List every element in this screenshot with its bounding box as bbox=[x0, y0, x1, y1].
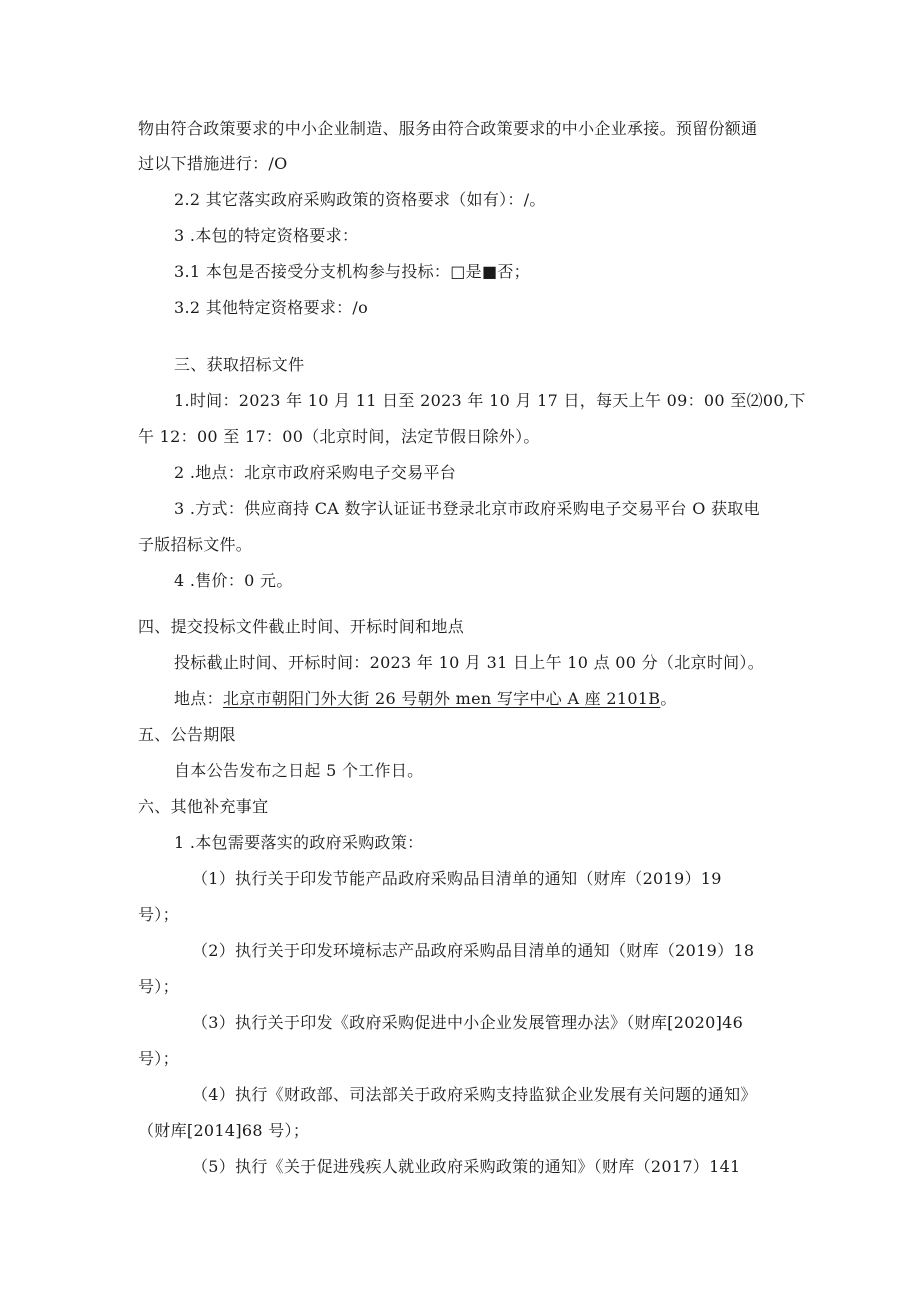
address-label: 地点： bbox=[174, 689, 223, 708]
section-heading: 五、公告期限 bbox=[138, 725, 236, 744]
paragraph-line: 3.1 本包是否接受分支机构参与投标：□是■否； bbox=[174, 262, 530, 281]
policy-item-cont: （财库[2014]68 号）； bbox=[138, 1121, 310, 1140]
section-heading: 六、其他补充事宜 bbox=[138, 797, 269, 816]
paragraph-line: 1.时间：2023 年 10 月 11 日至 2023 年 10 月 17 日，每天上午 09：00 至⑵00,下 bbox=[174, 391, 806, 410]
address-link[interactable]: 北京市朝阳门外大街 26 号朝外 men 写字中心 A 座 2101B bbox=[222, 689, 661, 708]
paragraph-line: 子版招标文件。 bbox=[138, 535, 253, 554]
paragraph-line: 午 12：00 至 17：00（北京时间，法定节假日除外）。 bbox=[138, 427, 540, 446]
policy-item: （2）执行关于印发环境标志产品政府采购品目清单的通知（财库（2019）18 bbox=[192, 941, 755, 960]
policy-item-cont: 号）； bbox=[138, 905, 179, 924]
policy-item-cont: 号）； bbox=[138, 1049, 179, 1068]
address-line bbox=[174, 689, 677, 709]
section-heading: 三、获取招标文件 bbox=[174, 355, 305, 374]
section-heading: 四、提交投标文件截止时间、开标时间和地点 bbox=[138, 617, 465, 636]
paragraph-line: 3.2 其他特定资格要求：/o bbox=[174, 298, 369, 317]
paragraph-line: 1 .本包需要落实的政府采购政策： bbox=[174, 833, 424, 852]
paragraph-line: 3 .方式：供应商持 CA 数字认证证书登录北京市政府采购电子交易平台 O 获取电 bbox=[174, 499, 760, 518]
address-end: 。 bbox=[660, 689, 677, 708]
paragraph-line: 4 .售价：0 元。 bbox=[174, 571, 293, 590]
policy-item: （5）执行《关于促进残疾人就业政府采购政策的通知》（财库（2017）141 bbox=[192, 1157, 741, 1176]
paragraph-line: 过以下措施进行：/O bbox=[138, 154, 288, 173]
policy-item: （3）执行关于印发《政府采购促进中小企业发展管理办法》（财库[2020]46 bbox=[192, 1013, 744, 1032]
paragraph-line: 自本公告发布之日起 5 个工作日。 bbox=[174, 761, 424, 780]
policy-item-cont: 号）； bbox=[138, 977, 179, 996]
paragraph-line: 物由符合政策要求的中小企业制造、服务由符合政策要求的中小企业承接。预留份额通 bbox=[138, 119, 758, 138]
paragraph-line: 2.2 其它落实政府采购政策的资格要求（如有）：/。 bbox=[174, 190, 546, 209]
paragraph-line: 投标截止时间、开标时间：2023 年 10 月 31 日上午 10 点 00 分（北京时间）。 bbox=[174, 653, 765, 672]
policy-item: （4）执行《财政部、司法部关于政府采购支持监狱企业发展有关问题的通知》 bbox=[192, 1085, 757, 1104]
paragraph-line: 2 .地点：北京市政府采购电子交易平台 bbox=[174, 463, 457, 482]
policy-item: （1）执行关于印发节能产品政府采购品目清单的通知（财库（2019）19 bbox=[192, 869, 722, 888]
paragraph-line: 3 .本包的特定资格要求： bbox=[174, 226, 359, 245]
